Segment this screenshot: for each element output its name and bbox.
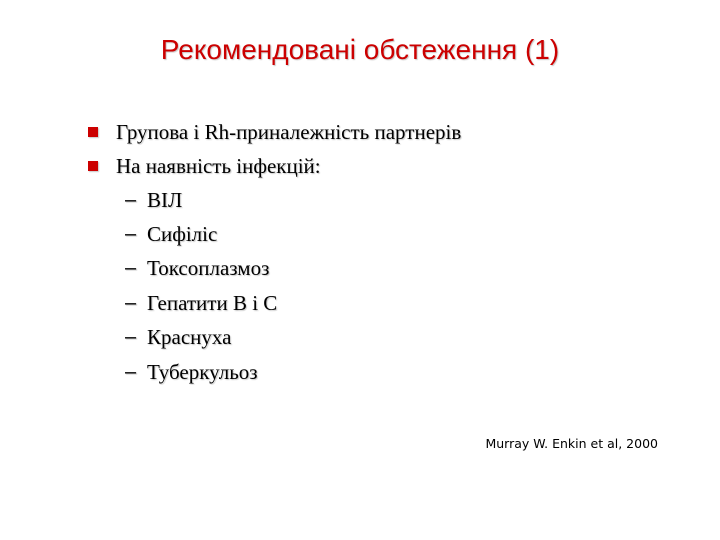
square-bullet-icon (88, 127, 98, 137)
bullet-item (88, 149, 321, 183)
sub-item (125, 183, 182, 217)
dash-bullet-icon: – (125, 188, 137, 211)
sub-item-text: Сифіліс (147, 221, 218, 246)
citation: Murray W. Enkin et al, 2000 (485, 436, 658, 451)
sub-item (125, 251, 269, 285)
bullet-item-text: На наявність інфекцій: (116, 153, 321, 178)
sub-item (125, 286, 277, 320)
dash-bullet-icon: – (125, 256, 137, 279)
sub-item (125, 355, 258, 389)
bullet-item (88, 115, 461, 149)
bullet-item-text: Групова і Rh-приналежність партнерів (116, 119, 462, 144)
sub-item-text: Токсоплазмоз (147, 255, 270, 280)
slide-title: Рекомендовані обстеження (1) (160, 34, 560, 65)
sub-item-text: Краснуха (147, 324, 232, 349)
sub-item-text: Туберкульоз (147, 359, 258, 384)
dash-bullet-icon: – (125, 325, 137, 348)
sub-item-text: Гепатити В і С (147, 290, 278, 315)
dash-bullet-icon: – (125, 291, 137, 314)
dash-bullet-icon: – (125, 222, 137, 245)
sub-item (125, 217, 217, 251)
dash-bullet-icon: – (125, 360, 137, 383)
sub-item-text: ВІЛ (147, 187, 183, 212)
square-bullet-icon (88, 161, 98, 171)
sub-item (125, 320, 231, 354)
